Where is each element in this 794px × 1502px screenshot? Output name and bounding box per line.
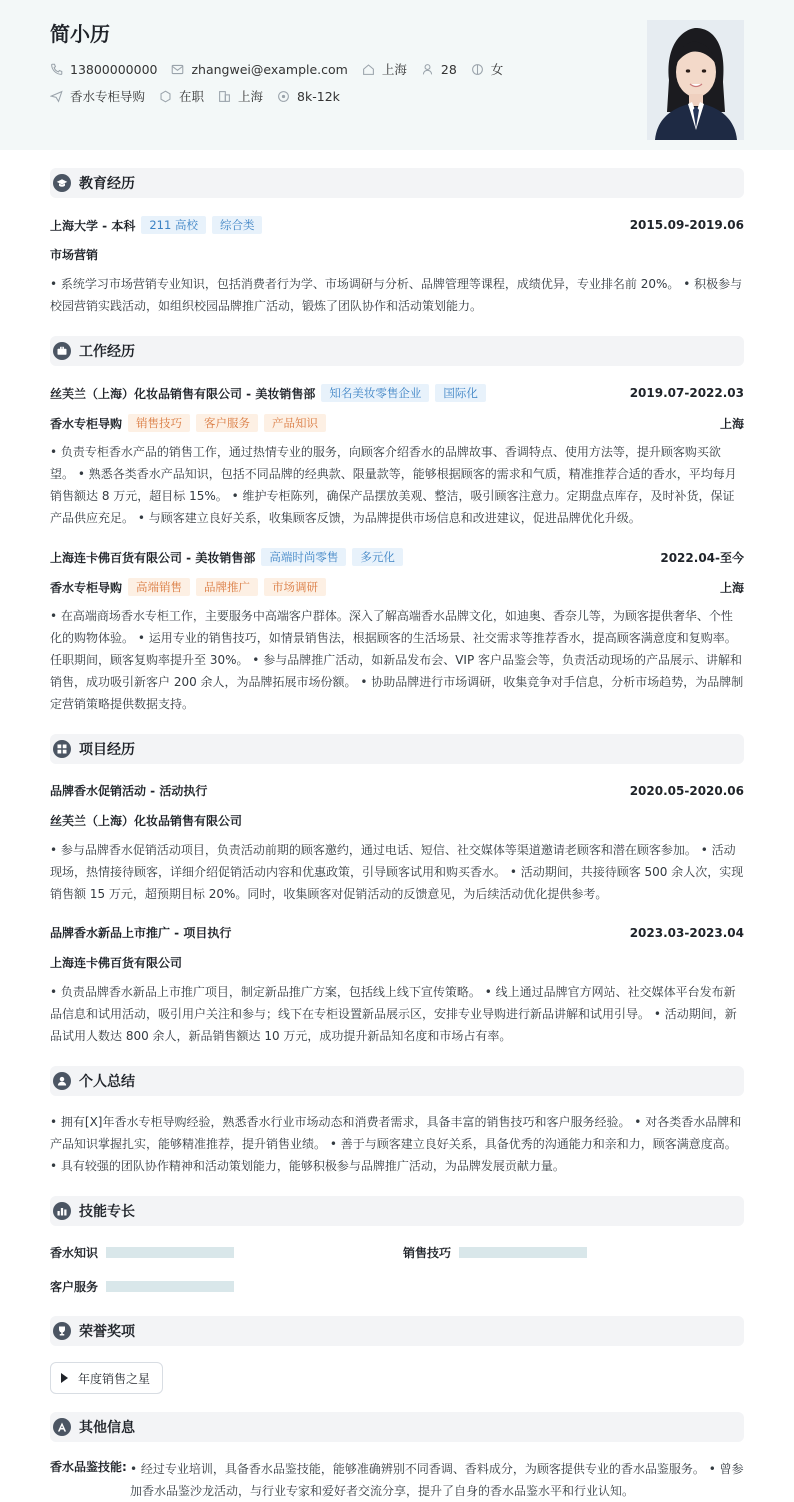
mail-icon [171, 63, 184, 76]
skill-name: 香水知识 [50, 1246, 99, 1260]
section-title-awards: 荣誉奖项 [79, 1324, 135, 1340]
other-info-label: 香水品鉴技能: [50, 1460, 127, 1474]
work-date: 2019.07-2022.03 [629, 386, 744, 400]
company-tag: 高端时尚零售 [261, 548, 346, 566]
project-name: 品牌香水新品上市推广 - 项目执行 [50, 926, 232, 940]
section-awards [50, 1316, 744, 1346]
skill-level-bar [106, 1281, 234, 1292]
award-name: 年度销售之星 [78, 1371, 151, 1386]
section-other [50, 1412, 744, 1442]
school-name: 上海大学 - 本科 [50, 218, 136, 233]
section-title-project: 项目经历 [79, 742, 135, 758]
home-icon [362, 63, 375, 76]
skill-level-fill [106, 1281, 234, 1292]
company-tag: 国际化 [435, 384, 486, 402]
send-icon [50, 90, 63, 103]
skill-name: 客户服务 [50, 1280, 99, 1294]
school-tag: 综合类 [212, 216, 263, 234]
project-header-row [50, 924, 744, 941]
target-city-text: 上海 [238, 89, 264, 104]
education-date: 2015.09-2019.06 [629, 218, 744, 232]
email-text: zhangwei@example.com [191, 61, 348, 77]
location-text: 上海 [381, 62, 407, 77]
info-icon [53, 1418, 71, 1436]
profile-photo [647, 20, 744, 140]
position-name: 香水专柜导购 [50, 580, 123, 595]
skill-tag: 产品知识 [264, 414, 326, 432]
company-tag: 多元化 [352, 548, 403, 566]
project-org-row [50, 812, 744, 829]
education-major-row [50, 246, 744, 263]
work-city: 上海 [719, 580, 744, 595]
status-info [159, 87, 204, 105]
company-tag: 知名美妆零售企业 [321, 384, 429, 402]
phone-info [50, 62, 157, 77]
other-info-text: • 经过专业培训，具备香水品鉴技能，能够准确辨别不同香调、香料成分，为顾客提供专业的香水品鉴服务。 • 曾参加香水品鉴沙龙活动，与行业专家和爱好者交流分享，提升了自身的香水品鉴水平和行业认知。 [130, 1462, 744, 1498]
salary-info [277, 89, 340, 104]
work-position-row [50, 578, 744, 596]
section-title-summary: 个人总结 [79, 1074, 135, 1090]
education-header-row [50, 216, 744, 234]
phone-text: 13800000000 [70, 61, 158, 77]
gender-info [471, 60, 504, 78]
work-company-row [50, 548, 744, 566]
project-header-row [50, 782, 744, 799]
briefcase-icon [53, 342, 71, 360]
age-text: 28 [440, 61, 457, 77]
salary-text: 8k-12k [297, 88, 340, 104]
salary-icon [277, 90, 290, 103]
bar-chart-icon [53, 1202, 71, 1220]
work-description: • 在高端商场香水专柜工作，主要服务中高端客户群体。深入了解高端香水品牌文化，如迪奥、香奈儿等，为顾客提供奢华、个性化的购物体验。 • 运用专业的销售技巧，如情景销售法，根据顾客的生活场景、社交需求等推荐香水，提高顾客满意度和复购率。任职期间，顾客复购率提升至 30%。 • 参与品牌推广活动，如新品发布会、VIP 客户品鉴会等，负责活动现场的产品展示、讲解和销售，成功吸引新客户 200 余人，为品牌拓展市场份额。 • 协助品牌进行市场调研，收集竞争对手信息，分析市场趋势，为品牌制定营销策略提供数据支持。 [50, 609, 744, 711]
skill-tag: 市场调研 [264, 578, 326, 596]
age-icon [421, 63, 434, 76]
job-target-text: 香水专柜导购 [70, 89, 146, 104]
project-name: 品牌香水促销活动 - 活动执行 [50, 784, 208, 798]
phone-icon [50, 63, 63, 76]
intent-row [50, 87, 354, 105]
skill-level-fill [459, 1247, 587, 1258]
status-icon [159, 90, 172, 103]
skill-tag: 销售技巧 [128, 414, 190, 432]
award-item[interactable] [50, 1362, 163, 1394]
work-position-row [50, 414, 744, 432]
location-info [362, 60, 407, 78]
play-icon [61, 1373, 68, 1383]
target-city-info [218, 87, 263, 105]
work-description: • 负责专柜香水产品的销售工作，通过热情专业的服务，向顾客介绍香水的品牌故事、香调特点、使用方法等，提升顾客购买欲望。 • 熟悉各类香水产品知识，包括不同品牌的经典款、限量款等，能够根据顾客的需求和气质，精准推荐合适的香水，平均每月销售额达 8 万元，超目标 15%。 • 维护专柜陈列，确保产品摆放美观、整洁，吸引顾客注意力。定期盘点库存，及时补货，保证产品供应充足。 • 与顾客建立良好关系，收集顾客反馈，为品牌提供市场信息和改进建议，促进品牌优化升级。 [50, 445, 737, 525]
education-description: • 系统学习市场营销专业知识，包括消费者行为学、市场调研与分析、品牌管理等课程，成绩优异，专业排名前 20%。 • 积极参与校园营销实践活动，如组织校园品牌推广活动，锻炼了团队协作和活动策划能力。 [50, 277, 743, 313]
skill-level-bar [106, 1247, 234, 1258]
candidate-name: 简小历 [50, 22, 110, 46]
company-name: 上海连卡佛百货有限公司 - 美妆销售部 [50, 550, 256, 565]
building-icon [218, 90, 231, 103]
section-title-other: 其他信息 [79, 1420, 135, 1436]
skill-tag: 高端销售 [128, 578, 190, 596]
skill-tag: 品牌推广 [196, 578, 258, 596]
skill-tag: 客户服务 [196, 414, 258, 432]
trophy-icon [53, 1322, 71, 1340]
education-icon [53, 174, 71, 192]
project-org-row [50, 954, 744, 971]
grid-icon [53, 740, 71, 758]
work-company-row [50, 384, 744, 402]
summary-text: • 拥有[X]年香水专柜导购经验，熟悉香水行业市场动态和消费者需求，具备丰富的销售技巧和客户服务经验。 • 对各类香水品牌和产品知识掌握扎实，能够精准推荐，提升销售业绩。 • 善于与顾客建立良好关系，具备优秀的沟通能力和亲和力，顾客满意度高。 • 具有较强的团队协作精神和活动策划能力，能够积极参与品牌推广活动，为品牌发展贡献力量。 [50, 1115, 742, 1173]
section-title-education: 教育经历 [79, 176, 135, 192]
project-description: • 参与品牌香水促销活动项目，负责活动前期的顾客邀约，通过电话、短信、社交媒体等渠道邀请老顾客和潜在顾客参加。 • 活动现场，热情接待顾客，详细介绍促销活动内容和优惠政策，引导顾客试用和购买香水。 • 活动期间，共接待顾客 500 余人次，实现销售额 15 万元，超预期目标 20%。同时，收集顾客对促销活动的反馈意见，为后续活动优化提供参考。 [50, 843, 744, 901]
resume-header [0, 0, 794, 150]
section-skills [50, 1196, 744, 1226]
gender-text: 女 [490, 62, 504, 77]
section-title-skills: 技能专长 [79, 1204, 135, 1220]
job-target-info [50, 87, 145, 105]
status-text: 在职 [179, 89, 205, 104]
work-city: 上海 [719, 416, 744, 431]
email-info [171, 62, 347, 77]
company-name: 丝芙兰（上海）化妆品销售有限公司 - 美妆销售部 [50, 386, 316, 401]
project-org: 丝芙兰（上海）化妆品销售有限公司 [50, 814, 243, 828]
skill-level-fill [106, 1247, 234, 1258]
section-project [50, 734, 744, 764]
gender-icon [471, 63, 484, 76]
work-date: 2022.04-至今 [660, 550, 744, 565]
project-date: 2020.05-2020.06 [629, 783, 744, 798]
project-date: 2023.03-2023.04 [629, 925, 744, 940]
major-name: 市场营销 [50, 248, 99, 262]
school-tag: 211 高校 [141, 216, 206, 234]
section-work [50, 336, 744, 366]
portrait-illustration [647, 20, 744, 140]
age-info [421, 62, 457, 77]
section-summary [50, 1066, 744, 1096]
user-icon [53, 1072, 71, 1090]
position-name: 香水专柜导购 [50, 416, 123, 431]
section-title-work: 工作经历 [79, 344, 135, 360]
skill-level-bar [459, 1247, 587, 1258]
contact-row [50, 60, 517, 78]
project-description: • 负责品牌香水新品上市推广项目，制定新品推广方案，包括线上线下宣传策略。 • 线上通过品牌官方网站、社交媒体平台发布新品信息和试用活动，吸引用户关注和参与；线下在专柜设置新品展示区，安排专业导购进行新品讲解和试用引导。 • 活动期间，新品试用人数达 800 余人，新品销售额达 10 万元，成功提升新品知名度和市场占有率。 [50, 985, 737, 1043]
project-org: 上海连卡佛百货有限公司 [50, 956, 183, 970]
skill-name: 销售技巧 [403, 1246, 452, 1260]
section-education [50, 168, 744, 198]
